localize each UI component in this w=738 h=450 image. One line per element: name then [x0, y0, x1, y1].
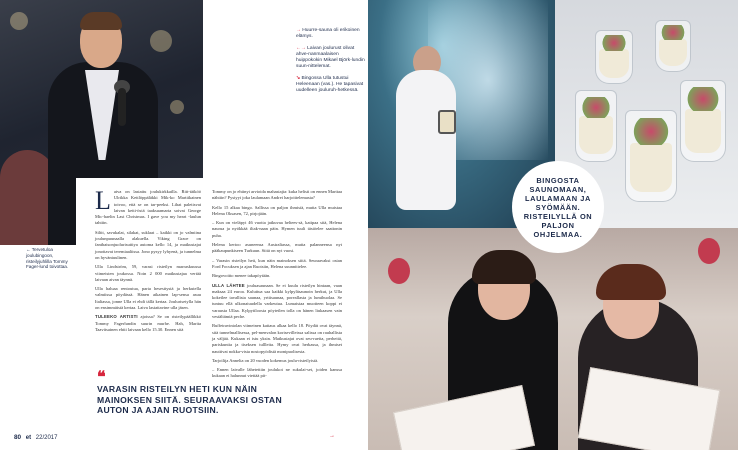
pull-quote: ❝ VARASIN RISTEILYN HETI KUN NÄIN MAINOKSEN SIITÄ. SEURAAVAKSI OSTAN AUTON JA AJAN RUOTSIIN.	[97, 372, 287, 416]
quote-mark-icon: ❝	[97, 369, 106, 386]
caption-bingo: ↘ Bingossa Ulla tutustui Heleenaan (vas.). He tapasivat uudelleen jouluruh-hetkessä.	[296, 76, 364, 93]
drop-cap: L	[95, 186, 111, 215]
caption-sauna: → Huurre-sauna oli erikoinen elämys.	[296, 28, 360, 39]
issue-number: 22/2017	[35, 435, 58, 441]
photo-bingo-women	[368, 228, 738, 450]
lantern-icon	[438, 110, 456, 134]
page-folio	[14, 434, 58, 441]
article-column-2: Tommy on jo ehtinyt arvioida mahastajia: kuka helisti on ennen Marttaa nähtiin? Pystyyi joka laulamaan Andrei harjoittelemasta? Kello 15 alkaa bingo. Sallissa on paljon ihmisiä, mutta Ulla muistaa Helena Oksasen, 72, pirjojään. – Kun on vieläpyt 46 vuotta jatkuvaa heltees-sä, katipaa sitä, Helena naurua ja nyökkää iltak-naan päin. Hymen tuuli tästöelee saattonin puha. Helena kertoo asuneensa Australiassa, mutta palanneensa nyt pääkaupunkiseen Turkuun. Siitä on nyt vuosi. – Varasin risteilyn heti, kun näin mainoksen siitä. Seuraavaksi ostan Ford Focuksen ja ajan Ruotsiin, Helena suunnittelee. Bingovoitto menee takapöytään. ULLA LÄHTEE jouluasaunaan. Se ei kuulu risteilyn hintaan, vaan maksaa 24 euroa. Kuluttua saa kaikki kylpyläsaunoin herkut, ja Ulla kokeilee tavallista saunaa, yrttisaunaa, poreallasta ja lumihuolaa. Se tuntuu ellä ulkonaiuudella varkeutua. Lumaistaa muotteen koppi ei varausta Ullaa. Kylpytiloosta pöyteilen tolla on hänen liukaasen vain vestältämiä peche. Buffetravintolan viimeinen kattaus alkaa kello 18. Pöydät ovat täynnä, sitä tunnelmallisessa, pel-menvalon korisevilleissa salissa on rauhallista ja väljää. Kukaan ei istu yksin. Matkustajat ovat seu-rueita, perheitä, pariskuntia ja tiseksen tullleita. Hymy ovat herkassa, ja ihmiset nauttivat nokka-vista nostopyödistä monipuolisesta. Tarjoilija Annelia on 20 vuoden kokemus joulu-risteilyistä. – Ennen laivalle lähetettiin joulukot ne sukulai-set, joiden kanssa kukaan ei halunnut viettää pit-	[212, 189, 342, 379]
magazine-brand: et	[25, 435, 32, 441]
arrow-icon: →	[296, 28, 301, 33]
continue-arrow-icon: →	[329, 433, 335, 439]
arrow-icon: ↘	[296, 76, 301, 81]
circle-quote: BINGOSTA SAUNOMAAN, LAULAMAAN JA SYÖMÄÄN. RISTEILYLLÄ ON PALJON OHJELMAA.	[512, 161, 604, 253]
article-column-1: Laiva on lastattu joulukirkkailla. Ritt-täiköö Ulrikka Kettlöppäläkki Mik-ko Martiikainen toivoo, että se on tar-peeksi. Lihat paletisvat laivan ketti-östä taaksuamarta soivat George Mic-haelin Last Christmas. I gave you my heart -laulun tahtiin. Siltit, savukalat, silakat, suklaat – kaikki on jo valmiina joulunpuunaalla alakuella. Viking Grace on fantbaisonjuolurisuttiya automa kello 14, ja matkustajat jonottavat teremiaaliissa. Jono pysyy lyhyenä, ja tunnelma on hyväntuulinen. Ulla Lindström, 59, varasi risteilyn marraskuussa viimeisten joukossa. Noin 2 000 matkustajaa vertää laivaan aivan täynnä. Ulla haluaa rentoutua, parta hesesttystä ja herkutella valmiissa pöydässä. Hänen aikainen lap-sensa asuu Italiassa, jonne Ulla ei ehdi tällä kertaa. Joulurisetylla hän on ensimmäistä kertaa. Laiva lastattavine ulla jäsen. TULEEKO ARTISTI ajoissa? Se on risteilypäällikkö Tommy Fagerlundin suurin murhe. Hah, Marita Taavitsainen ehtii laivaan kello 15.30. Ennen sitä	[95, 186, 201, 332]
caption-food: ←→ Laivan joulurust olivat ahve-nanmaalaisen huippokokin Mikael Björk-lundin suun-nittelemat.	[296, 46, 365, 69]
arrow-icon: ←→	[296, 46, 306, 51]
caption-captain: ← Tervetuloa joulubingoon, risteilyjuhlilla Tommy Fager-lund toivottaa.	[26, 247, 69, 270]
bingo-booklet	[578, 367, 720, 450]
page-number: 80	[14, 434, 22, 441]
photo-captions	[296, 28, 366, 100]
